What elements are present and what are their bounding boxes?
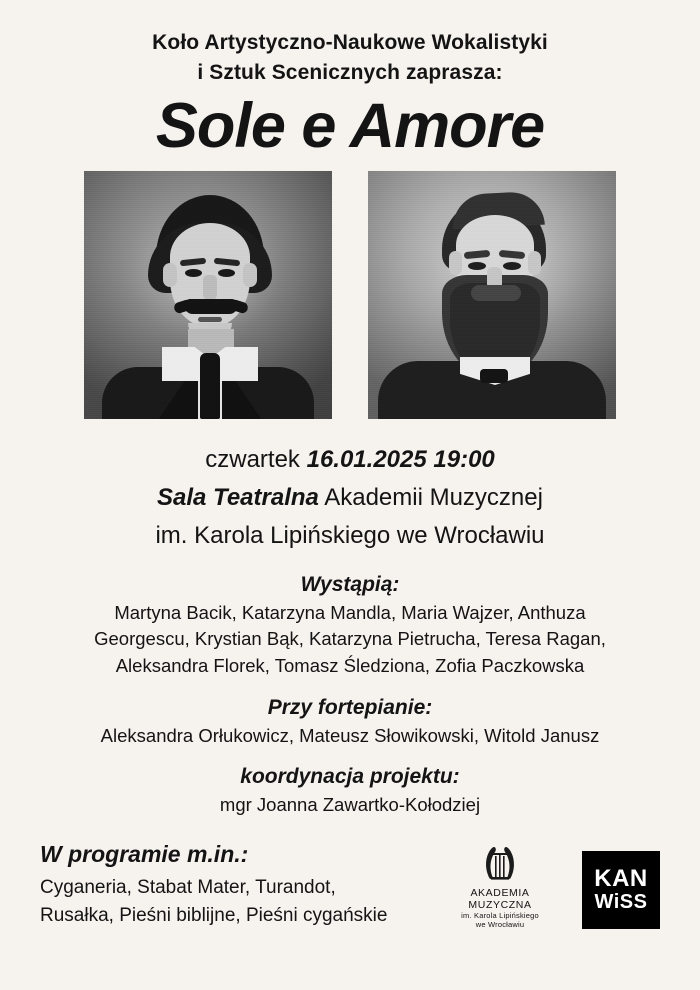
piano-block: [40, 696, 660, 750]
coordination-heading: koordynacja projektu:: [240, 765, 460, 789]
portrait-grain-overlay: [84, 171, 332, 419]
organizer-line-2: i Sztuk Scenicznych zaprasza:: [197, 61, 503, 85]
logo-academy-line-3: we Wrocławiu: [475, 919, 525, 929]
logo-kanwiss-line-2: WiSS: [594, 890, 648, 913]
portrait-dvorak: [368, 171, 616, 419]
portrait-gallery: [84, 171, 616, 419]
poster-title: Sole e Amore: [155, 90, 545, 161]
programme-line-1: Cyganeria, Stabat Mater, Turandot,: [40, 876, 336, 898]
logo-kanwiss: [582, 851, 660, 929]
event-datetime: 16.01.2025 19:00: [306, 446, 495, 474]
event-venue-line-2: im. Karola Lipińskiego we Wrocławiu: [155, 521, 545, 549]
performers-line-2: Georgescu, Krystian Bąk, Katarzyna Pietrucha, Teresa Ragan,: [94, 628, 606, 650]
coordination-block: [40, 765, 660, 819]
programme-block: [40, 841, 387, 931]
performers-heading: Wystąpią:: [300, 572, 400, 596]
logo-group: [440, 843, 660, 931]
organizer-line-1: Koło Artystyczno-Naukowe Wokalistyki: [152, 31, 548, 54]
event-details: [155, 441, 544, 555]
organizer-block: [152, 28, 548, 89]
programme-line-2: Rusałka, Pieśni biblijne, Pieśni cygańskie: [40, 905, 388, 927]
event-venue-hall: Sala Teatralna: [157, 483, 319, 511]
performers-line-1: Martyna Bacik, Katarzyna Mandla, Maria Wajzer, Anthuza: [114, 601, 586, 623]
logo-academy-line-2: im. Karola Lipińskiego: [461, 910, 539, 920]
programme-heading: W programie m.in.:: [40, 840, 249, 867]
poster-footer: [40, 841, 660, 931]
coordination-line-1: mgr Joanna Zawartko-Kołodziej: [219, 794, 481, 816]
event-weekday: czwartek: [205, 446, 300, 474]
lyre-icon: [483, 843, 517, 883]
performers-block: [40, 573, 660, 680]
event-venue-line-1: [155, 479, 544, 517]
event-datetime-line: [155, 441, 544, 479]
logo-academy-of-music: [440, 843, 560, 929]
logo-kanwiss-line-1: KAN: [594, 865, 648, 893]
portrait-puccini: [84, 171, 332, 419]
event-venue-institution: Akademii Muzycznej: [318, 483, 543, 511]
piano-line-1: Aleksandra Orłukowicz, Mateusz Słowikowski, Witold Janusz: [100, 724, 600, 746]
piano-heading: Przy fortepianie:: [267, 695, 433, 719]
portrait-grain-overlay: [368, 171, 616, 419]
logo-academy-line-1: AKADEMIA MUZYCZNA: [468, 886, 532, 911]
performers-line-3: Aleksandra Florek, Tomasz Śledziona, Zofia Paczkowska: [115, 654, 585, 676]
